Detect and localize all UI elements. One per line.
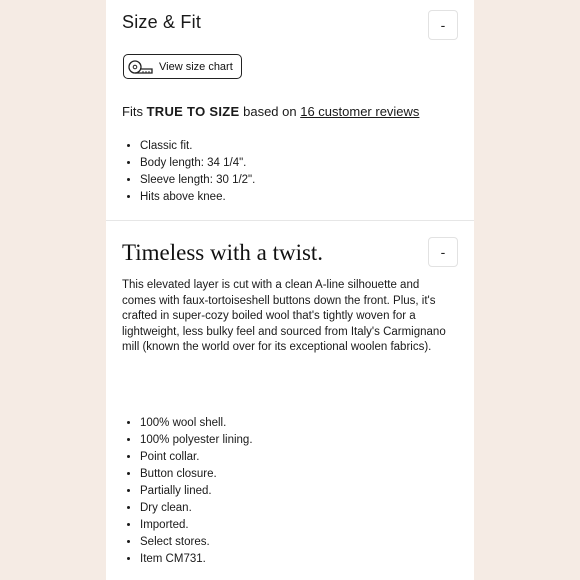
list-item: • 100% wool shell. [140, 415, 253, 432]
measuring-tape-icon [125, 58, 155, 76]
product-details-panel [106, 0, 474, 580]
list-item: • Sleeve length: 30 1/2". [140, 172, 255, 189]
list-item: • Hits above knee. [140, 189, 255, 206]
product-description: This elevated layer is cut with a clean A-line silhouette and comes with faux-tortoiseshell buttons down the front. Plus, it's crafted in super-cozy boiled wool that's tightly woven for a lightweight, less bulky feel and sourced from Italy's Carmignano mill (known the world over for its exceptional woolen fabrics). [122, 279, 446, 353]
list-item: • Select stores. [140, 534, 253, 551]
minus-icon: - [440, 244, 446, 260]
list-item: • 100% polyester lining. [140, 432, 253, 449]
section-divider [106, 220, 474, 221]
list-item: • Point collar. [140, 449, 253, 466]
fit-rating: TRUE TO SIZE [146, 104, 240, 119]
list-item: • Body length: 34 1/4". [140, 155, 255, 172]
list-item: • Classic fit. [140, 138, 255, 155]
list-item: • Imported. [140, 517, 253, 534]
customer-reviews-link[interactable]: 16 customer reviews [300, 104, 420, 119]
minus-icon: - [440, 17, 446, 33]
list-item: • Item CM731. [140, 551, 253, 568]
details-collapse-button[interactable] [428, 237, 458, 267]
view-size-chart-button[interactable] [123, 54, 242, 79]
size-fit-list [124, 138, 255, 206]
size-fit-collapse-button[interactable] [428, 10, 458, 40]
list-item: • Partially lined. [140, 483, 253, 500]
details-title: Timeless with a twist. [122, 240, 324, 265]
product-features-list [124, 415, 253, 568]
list-item: • Dry clean. [140, 500, 253, 517]
size-fit-title: Size & Fit [122, 12, 202, 32]
view-size-chart-label: View size chart [159, 60, 233, 73]
fit-summary: Fits TRUE TO SIZE based on 16 customer reviews [122, 104, 420, 119]
list-item: • Button closure. [140, 466, 253, 483]
